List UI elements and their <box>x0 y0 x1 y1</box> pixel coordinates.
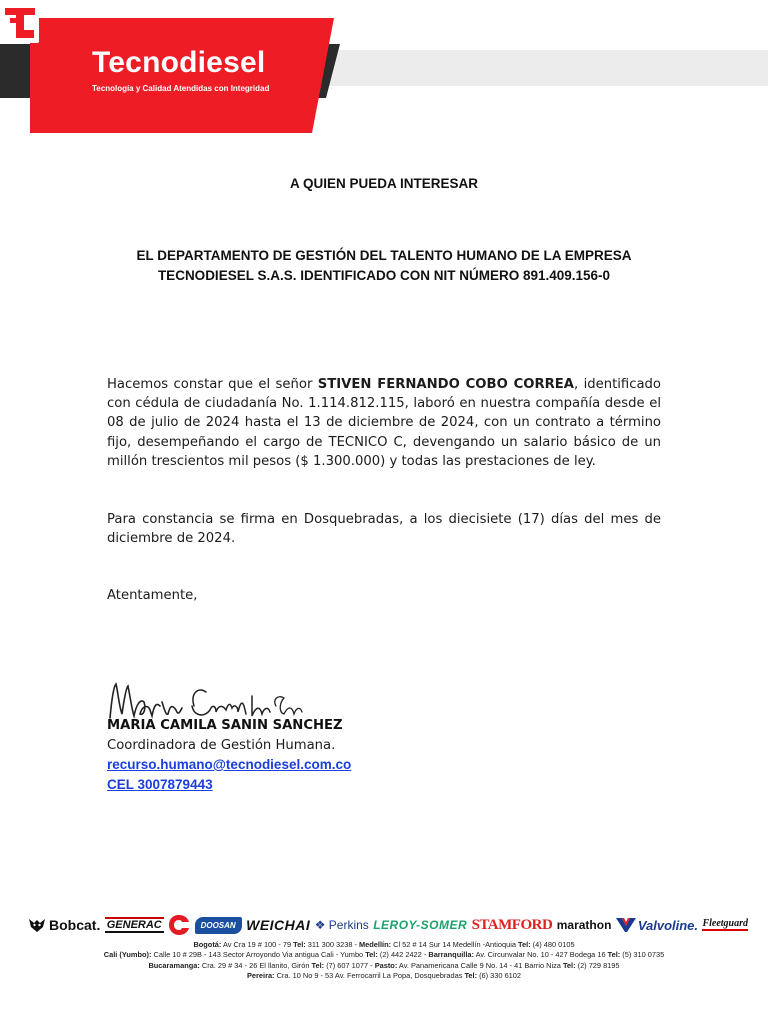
bobcat-head-icon <box>28 917 46 933</box>
address-bucaramanga: Cra. 29 # 34 - 26 El llanito, Girón <box>199 960 312 970</box>
phone-pereira: (6) 330 6102 <box>477 971 522 981</box>
address-cali: Calle 10 # 29B - 143 Sector Arroyondo Via antigua Cali - Yumbo <box>151 950 366 960</box>
tel-label: Tel: <box>311 960 325 970</box>
phone-barranquilla: (5) 310 0735 <box>620 950 665 960</box>
p1-body: , identificado con cédula de ciudadanía No. 1.114.812.115, laboró en nuestra compañía desde el 08 de julio de 2024 hasta el 13 de diciembre de 2024, con un contrato a término fijo, desempeñando el cargo de TECNICO C, devengando un salario básico de un millón trescientos mil pesos ($ 1.300.000) y todas las prestaciones de ley. <box>107 377 661 469</box>
partner-brands-strip <box>28 910 748 940</box>
signature-place-date-paragraph: Para constancia se firma en Dosquebradas, a los diecisiete (17) días del mes de diciembre de 2024. <box>107 512 661 547</box>
valvoline-wordmark: Valvoline. <box>637 917 699 933</box>
city-bucaramanga: Bucaramanga: <box>148 960 200 970</box>
bobcat-logo <box>28 917 100 933</box>
marathon-logo: marathon <box>556 918 612 932</box>
weichai-logo: WEICHAI <box>246 917 311 933</box>
perkins-logo <box>315 918 369 932</box>
address-pasto: Av. Panamericana Calle 9 No. 14 - 41 Barrio Niza <box>397 960 563 970</box>
bobcat-wordmark: Bobcat. <box>49 917 101 933</box>
document-title: A QUIEN PUEDA INTERESAR <box>289 176 479 191</box>
address-line-4 <box>0 971 768 981</box>
city-bogota: Bogotá: <box>193 940 222 949</box>
signer-phone-link[interactable]: CEL 3007879443 <box>107 777 213 792</box>
tel-label: Tel: <box>464 971 478 981</box>
address-line-2 <box>0 950 768 960</box>
tel-label: Tel: <box>365 950 378 960</box>
perkins-emblem-icon: ❖ <box>314 918 326 932</box>
tel-label: Tel: <box>518 940 531 949</box>
signer-role: Coordinadora de Gestión Humana. <box>107 738 336 753</box>
certification-paragraph <box>107 375 661 471</box>
phone-pasto: (2) 729 8195 <box>575 960 620 970</box>
cummins-logo-icon <box>168 914 190 936</box>
signer-name: MARIA CAMILA SANIN SANCHEZ <box>107 718 343 733</box>
tel-label: Tel: <box>562 960 576 970</box>
city-cali: Cali (Yumbo): <box>103 950 152 960</box>
valvoline-logo <box>616 918 698 933</box>
leroy-somer-logo: LEROY-SOMER <box>373 918 468 932</box>
subtitle-line-1: EL DEPARTAMENTO DE GESTIÓN DEL TALENTO HUMANO DE LA EMPRESA <box>136 248 632 263</box>
tel-label: Tel: <box>293 940 306 949</box>
city-pereira: Pereira: <box>246 971 275 981</box>
doosan-logo: DOOSAN <box>195 917 242 934</box>
phone-bogota: 311 300 3238 - <box>305 940 360 949</box>
phone-cali: (2) 442 2422 - <box>377 950 429 960</box>
address-bogota: Av Cra 19 # 100 - 79 <box>221 940 294 949</box>
document-subtitle <box>0 246 768 286</box>
address-medellin: Cl 52 # 14 Sur 14 Medellín -Antioquia <box>391 940 518 949</box>
brand-tagline: Tecnología y Calidad Atendidas con Integridad <box>92 84 270 93</box>
fleetguard-logo: Fleetguard <box>702 918 748 929</box>
address-line-3 <box>0 961 768 971</box>
closing-salutation: Atentamente, <box>107 588 198 603</box>
valvoline-v-icon <box>616 918 636 932</box>
brand-name: Tecnodiesel <box>92 46 266 79</box>
city-medellin: Medellín: <box>359 940 392 949</box>
address-pereira: Cra. 10 No 9 - 53 Av. Ferrocarril La Popa, Dosquebradas <box>274 971 465 981</box>
signer-email-link[interactable]: recurso.humano@tecnodiesel.com.co <box>107 757 352 772</box>
employee-name: STIVEN FERNANDO COBO CORREA <box>317 377 574 392</box>
p1-intro: Hacemos constar que el señor <box>107 377 318 392</box>
stamford-logo: STAMFORD <box>471 916 553 933</box>
city-barranquilla: Barranquilla: <box>428 950 474 960</box>
phone-bucaramanga: (7) 607 1077 - <box>324 960 375 970</box>
tel-label: Tel: <box>607 950 621 960</box>
phone-medellin: (4) 480 0105 <box>530 940 575 949</box>
city-pasto: Pasto: <box>374 960 398 970</box>
tecnodiesel-logo-icon <box>0 0 40 44</box>
office-addresses <box>0 940 768 982</box>
address-line-1 <box>0 940 768 950</box>
address-barranquilla: Av. Circunvalar No. 10 - 427 Bodega 16 <box>473 950 608 960</box>
letterhead-banner <box>0 0 768 140</box>
generac-logo: GENERAC <box>106 919 162 931</box>
perkins-wordmark: Perkins <box>328 918 369 932</box>
subtitle-line-2: TECNODIESEL S.A.S. IDENTIFICADO CON NIT NÚMERO 891.409.156-0 <box>157 268 611 283</box>
